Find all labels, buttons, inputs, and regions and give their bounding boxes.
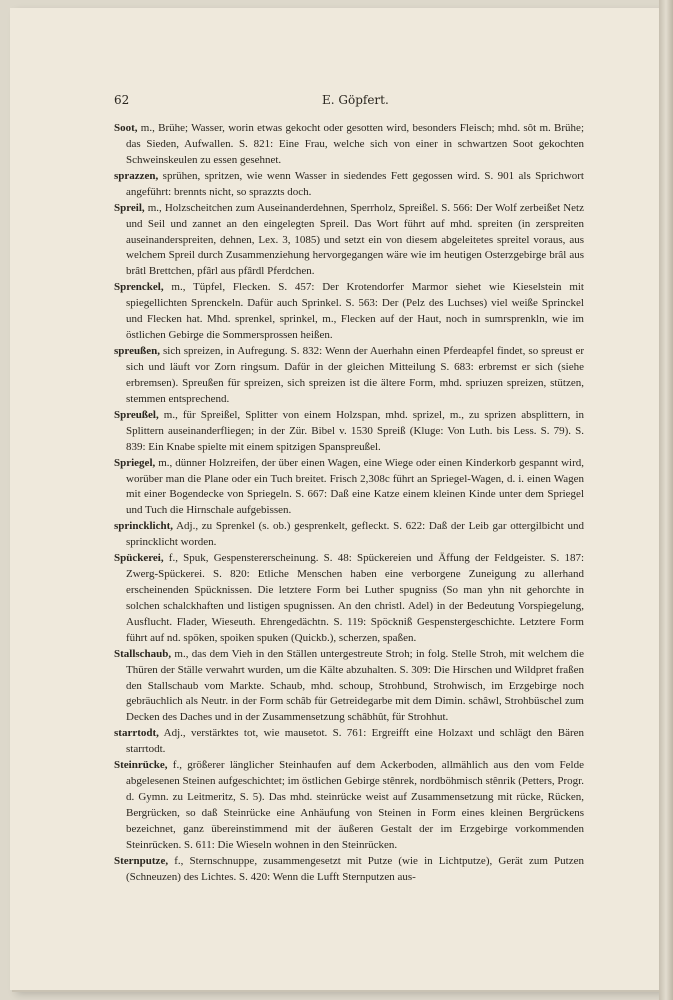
entry-headword: sprincklicht, <box>114 520 173 533</box>
entry-text: Adj., verstärktes tot, wie mausetot. S. 761: Ergreifft eine Holzaxt und schlägt den Bären starrtodt. <box>126 727 584 756</box>
entry-headword: Soot, <box>114 122 138 134</box>
entry-headword: sprazzen, <box>114 169 159 182</box>
dictionary-entries <box>114 121 584 886</box>
dictionary-entry <box>114 169 584 201</box>
page-edge <box>659 0 673 1000</box>
dictionary-entry <box>114 121 584 169</box>
entry-text: f., Sternschnuppe, zusammengesetzt mit Putze (wie in Lichtputze), Gerät zum Putzen (Schneuzen) des Lichtes. S. 420: Wenn die Lufft Sternputzen aus- <box>126 854 584 883</box>
dictionary-entry <box>114 280 584 344</box>
dictionary-entry <box>114 551 584 646</box>
entry-headword: Steinrücke, <box>114 759 168 772</box>
dictionary-entry <box>114 456 584 520</box>
entry-text: m., Tüpfel, Flecken. S. 457: Der Krotendorfer Marmor siehet wie Kieselstein mit spiegellichten Sprenckeln. Dafür auch Sprinkel. S. 563: Der (Pelz des Luchses) viel weiße Sprinckel und Flecken hat. Mhd. sprenkel, sprinkel, m., Flecken auf der Haut, noch in sumrsprenkln, wie im östlichen Gebirge die Sommersprossen heißen. <box>126 281 584 342</box>
entry-text: Adj., zu Sprenkel (s. ob.) gesprenkelt, gefleckt. S. 622: Daß der Leib gar ottergilbicht und sprincklicht worden. <box>126 520 584 549</box>
dictionary-entry <box>114 519 584 551</box>
dictionary-entry <box>114 854 584 886</box>
dictionary-entry <box>114 726 584 758</box>
entry-text: m., das dem Vieh in den Ställen untergestreute Stroh; in folg. Stelle Stroh, mit welchem die Thüren der Ställe verwahrt wurden, um die Kälte abzuhalten. S. 309: Die Hirschen und Wildpret fraßen den Stallschaub vom Markte. Schaub, mhd. schoup, Strohbund, Strohwisch, im Erzgebirge noch gebräuchlich als Neutr. in der Form schâb für Getreidegarbe mit dem Dimin. schâwl, Strohbüschel zum Decken des Daches und in der Zusammensetzung schâbhût, für Strohhut. <box>126 647 584 724</box>
entry-text: sich spreizen, in Aufregung. S. 832: Wenn der Auerhahn einen Pferdeapfel findet, so spreust er sich und läuft vor Zorn ringsum. Dafür in der gleichen Mitteilung S. 683: erbremst er sich (siehe erbremsen). Spreußen für spreizen, sich spreizen ist die ältere Form, mhd. spriuzen spreizen, stützen, stemmen entsprechend. <box>126 345 584 405</box>
page-number: 62 <box>114 93 130 107</box>
entry-headword: Spückerei, <box>114 552 164 565</box>
book-page <box>10 8 660 990</box>
entry-text: sprühen, spritzen, wie wenn Wasser in siedendes Fett gegossen wird. S. 901 als Sprichwort angeführt: brennts nicht, so sprazzts doch. <box>126 169 584 198</box>
entry-headword: Spreußel, <box>114 408 159 421</box>
entry-text: m., Brühe; Wasser, worin etwas gekocht oder gesotten wird, besonders Fleisch; mhd. sôt m. Brühe; das Sieden, Aufwallen. S. 821: Eine Frau, welche sich von einer in schwartzen Soot gekochten Schweinskeulen zu essen gesehnet. <box>126 122 584 166</box>
entry-headword: starrtodt, <box>114 727 159 740</box>
entry-headword: Spriegel, <box>114 456 156 469</box>
entry-headword: spreußen, <box>114 345 160 358</box>
entry-text: f., größerer länglicher Steinhaufen auf dem Ackerboden, allmählich aus den vom Felde abgelesenen Steinen aufgeschichtet; im östlichen Gebirge stênrek, nordböhmisch stênrik (Petters, Progr. d. Gymn. zu Leitmeritz, S. 5). Das mhd. steinrücke weist auf Zusammensetzung mit rücke, Rücken, Bergrücken, so daß Steinrücke eine Anhäufung von Steinen in Form eines kleinen Bergrückens bezeichnet, ganz übereinstimmend mit der äußeren Gestalt der im Erzgebirge vorkommenden Steinrücken. S. 611: Die Wieseln wohnen in den Steinrücken. <box>126 759 584 851</box>
dictionary-entry <box>114 201 584 281</box>
entry-headword: Spreil, <box>114 201 145 214</box>
entry-text: m., für Spreißel, Splitter von einem Holzspan, mhd. sprizel, m., zu sprizen absplittern, in Splittern auseinanderfliegen; in der Zür. Bibel v. 1530 Spreiß (Kluge: Von Luth. bis Less. S. 79). S. 839: Ein Knabe spielte mit einem spitzigen Spanspreußel. <box>126 408 584 453</box>
entry-headword: Sternputze, <box>114 854 169 867</box>
entry-headword: Sprenckel, <box>114 281 164 294</box>
entry-text: f., Spuk, Gespenstererscheinung. S. 48: Spückereien und Äffung der Feldgeister. S. 187: Zwerg-Spückerei. S. 820: Etliche Menschen haben eine verborgene Zuneigung zu allerhand erscheinenden Spücknissen. Die letztere Form bei Luther spugniss (So man yhn nit gehorchte in solchen schalckhaften und listigen spugnissen. An den christl. Adel) in der Bedeutung Vorspiegelung, Ausflucht. Flader, Wieseuth. Ehrengedächtn. S. 119: Spöckniß Gespenstergeschichte. Letztere Form führt auf nd. spöken, spoiken spuken (Quickb.), scherzen, spaßen. <box>126 552 584 644</box>
entry-text: m., Holzscheitchen zum Auseinanderdehnen, Sperrholz, Spreißel. S. 566: Der Wolf zerbeißet Netz und Seil und zannet an den eingelegten Spreil. Das Wort führt auf mhd. spreiten (in zerspreiten auseinanderspreiten, dehnen, Lex. 3, 1085) und setzt ein von diesem abgeleitetes spreitel voraus, aus welchem Spreil durch Zusammenziehung hervorgegangen wäre wie im heutigen Osterzgebirge brâl aus brâtl Brettchen, pfârl aus pfârdl Pferdchen. <box>126 201 584 278</box>
running-head: E. Göpfert. <box>322 93 389 107</box>
dictionary-entry <box>114 647 584 727</box>
entry-headword: Stallschaub, <box>114 647 172 660</box>
dictionary-entry <box>114 758 584 853</box>
dictionary-entry <box>114 344 584 408</box>
entry-text: m., dünner Holzreifen, der über einen Wagen, eine Wiege oder einen Kinderkorb gespannt wird, worüber man die Plane oder ein Tuch breitet. Frisch 2,308c führt an Spriegel-Wagen, d. i. einen Wagen mit einer Bogendecke von Spriegeln. S. 667: Daß eine Katze einem kleinen Kinde unter dem Spriegel und Tuch die Hirnschale aufgebissen. <box>126 456 584 517</box>
dictionary-entry <box>114 408 584 456</box>
